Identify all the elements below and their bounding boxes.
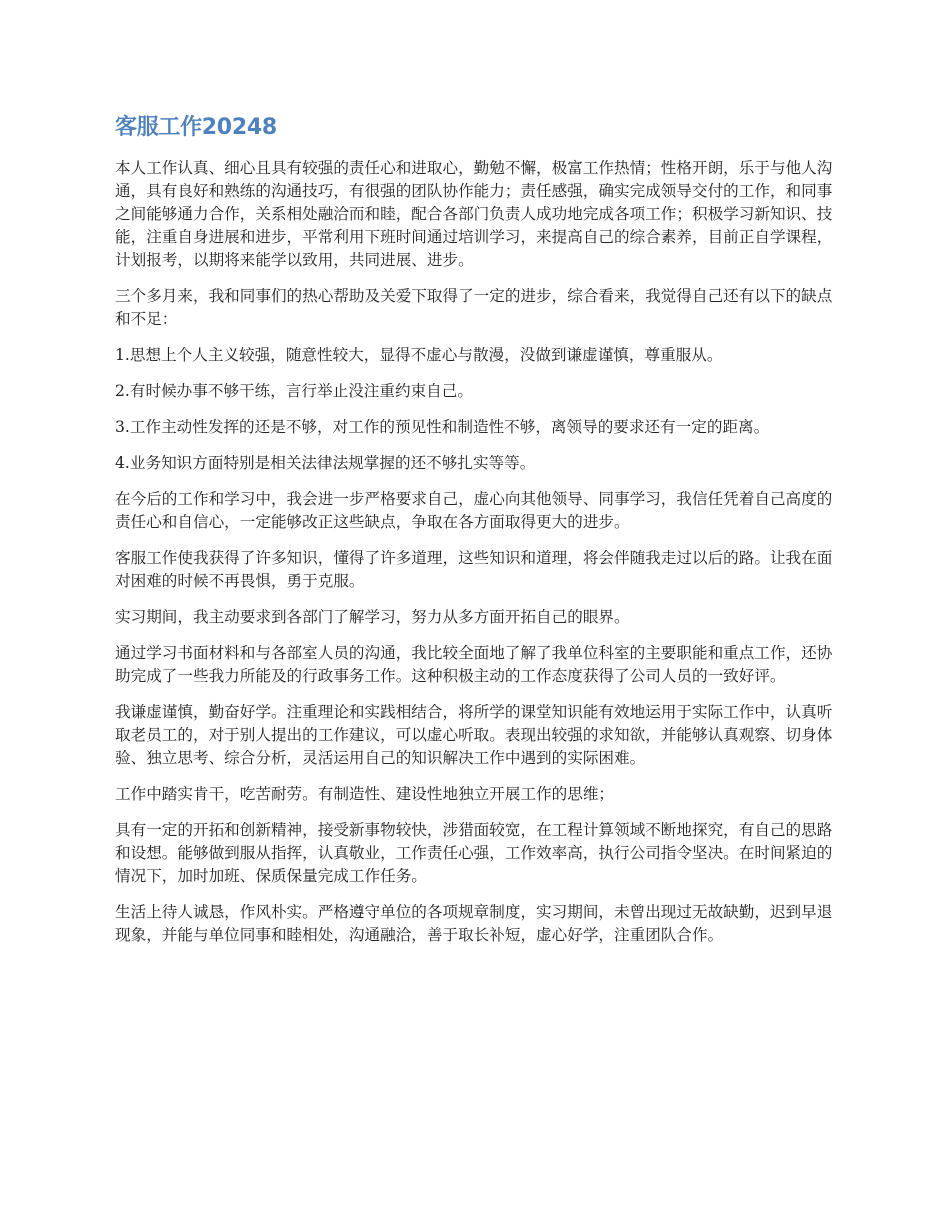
paragraph-attitude: 我谦虚谨慎，勤奋好学。注重理论和实践相结合，将所学的课堂知识能有效地运用于实际工作中，认真听取老员工的，对于别人提出的工作建议，可以虚心听取。表现出较强的求知欲，并能够认真观察、切身体验、独立思考、综合分析，灵活运用自己的知识解决工作中遇到的实际困难。: [115, 703, 833, 767]
paragraph-shortcomings-intro: 三个多月来，我和同事们的热心帮助及关爱下取得了一定的进步，综合看来，我觉得自己还有以下的缺点和不足：: [115, 287, 833, 328]
paragraph-intro: 本人工作认真、细心且具有较强的责任心和进取心，勤勉不懈，极富工作热情；性格开朗，乐于与他人沟通，具有良好和熟练的沟通技巧，有很强的团队协作能力；责任感强，确实完成领导交付的工作，和同事之间能够通力合作，关系相处融洽而和睦，配合各部门负责人成功地完成各项工作；积极学习新知识、技能，注重自身进展和进步，平常利用下班时间通过培训学习，来提高自己的综合素养，目前正自学课程，计划报考，以期将来能学以致用，共同进展、进步。: [115, 159, 833, 269]
paragraph-learning: 通过学习书面材料和与各部室人员的沟通，我比较全面地了解了我单位科室的主要职能和重点工作，还协助完成了一些我力所能及的行政事务工作。这种积极主动的工作态度获得了公司人员的一致好评。: [115, 644, 833, 685]
paragraph-future-plan: 在今后的工作和学习中，我会进一步严格要求自己，虚心向其他领导、同事学习，我信任凭着自己高度的责任心和自信心，一定能够改正这些缺点，争取在各方面取得更大的进步。: [115, 490, 833, 531]
list-item-3: 3.工作主动性发挥的还是不够，对工作的预见性和制造性不够，离领导的要求还有一定的距离。: [115, 418, 770, 436]
paragraph-work-ethic: 工作中踏实肯干，吃苦耐劳。有制造性、建设性地独立开展工作的思维；: [115, 785, 615, 803]
list-item-4: 4.业务知识方面特别是相关法律法规掌握的还不够扎实等等。: [115, 454, 536, 472]
paragraph-innovation: 具有一定的开拓和创新精神，接受新事物较快，涉猎面较宽，在工程计算领域不断地探究，有自己的思路和设想。能够做到服从指挥，认真敬业，工作责任心强，工作效率高，执行公司指令坚决。在时间紧迫的情况下，加时加班、保质保量完成工作任务。: [115, 821, 833, 885]
paragraph-life: 生活上待人诚恳，作风朴实。严格遵守单位的各项规章制度，实习期间，未曾出现过无故缺勤，迟到早退现象，并能与单位同事和睦相处，沟通融洽，善于取长补短，虚心好学，注重团队合作。: [115, 903, 833, 944]
list-item-1: 1.思想上个人主义较强，随意性较大，显得不虚心与散漫，没做到谦虚谨慎，尊重服从。: [115, 346, 723, 364]
document-page: [115, 112, 843, 960]
list-item-2: 2.有时候办事不够干练，言行举止没注重约束自己。: [115, 382, 473, 400]
paragraph-internship: 实习期间，我主动要求到各部门了解学习，努力从多方面开拓自己的眼界。: [115, 608, 630, 626]
paragraph-knowledge-gained: 客服工作使我获得了许多知识，懂得了许多道理，这些知识和道理，将会伴随我走过以后的路。让我在面对困难的时候不再畏惧，勇于克服。: [115, 549, 833, 590]
document-title: 客服工作20248: [115, 115, 277, 140]
